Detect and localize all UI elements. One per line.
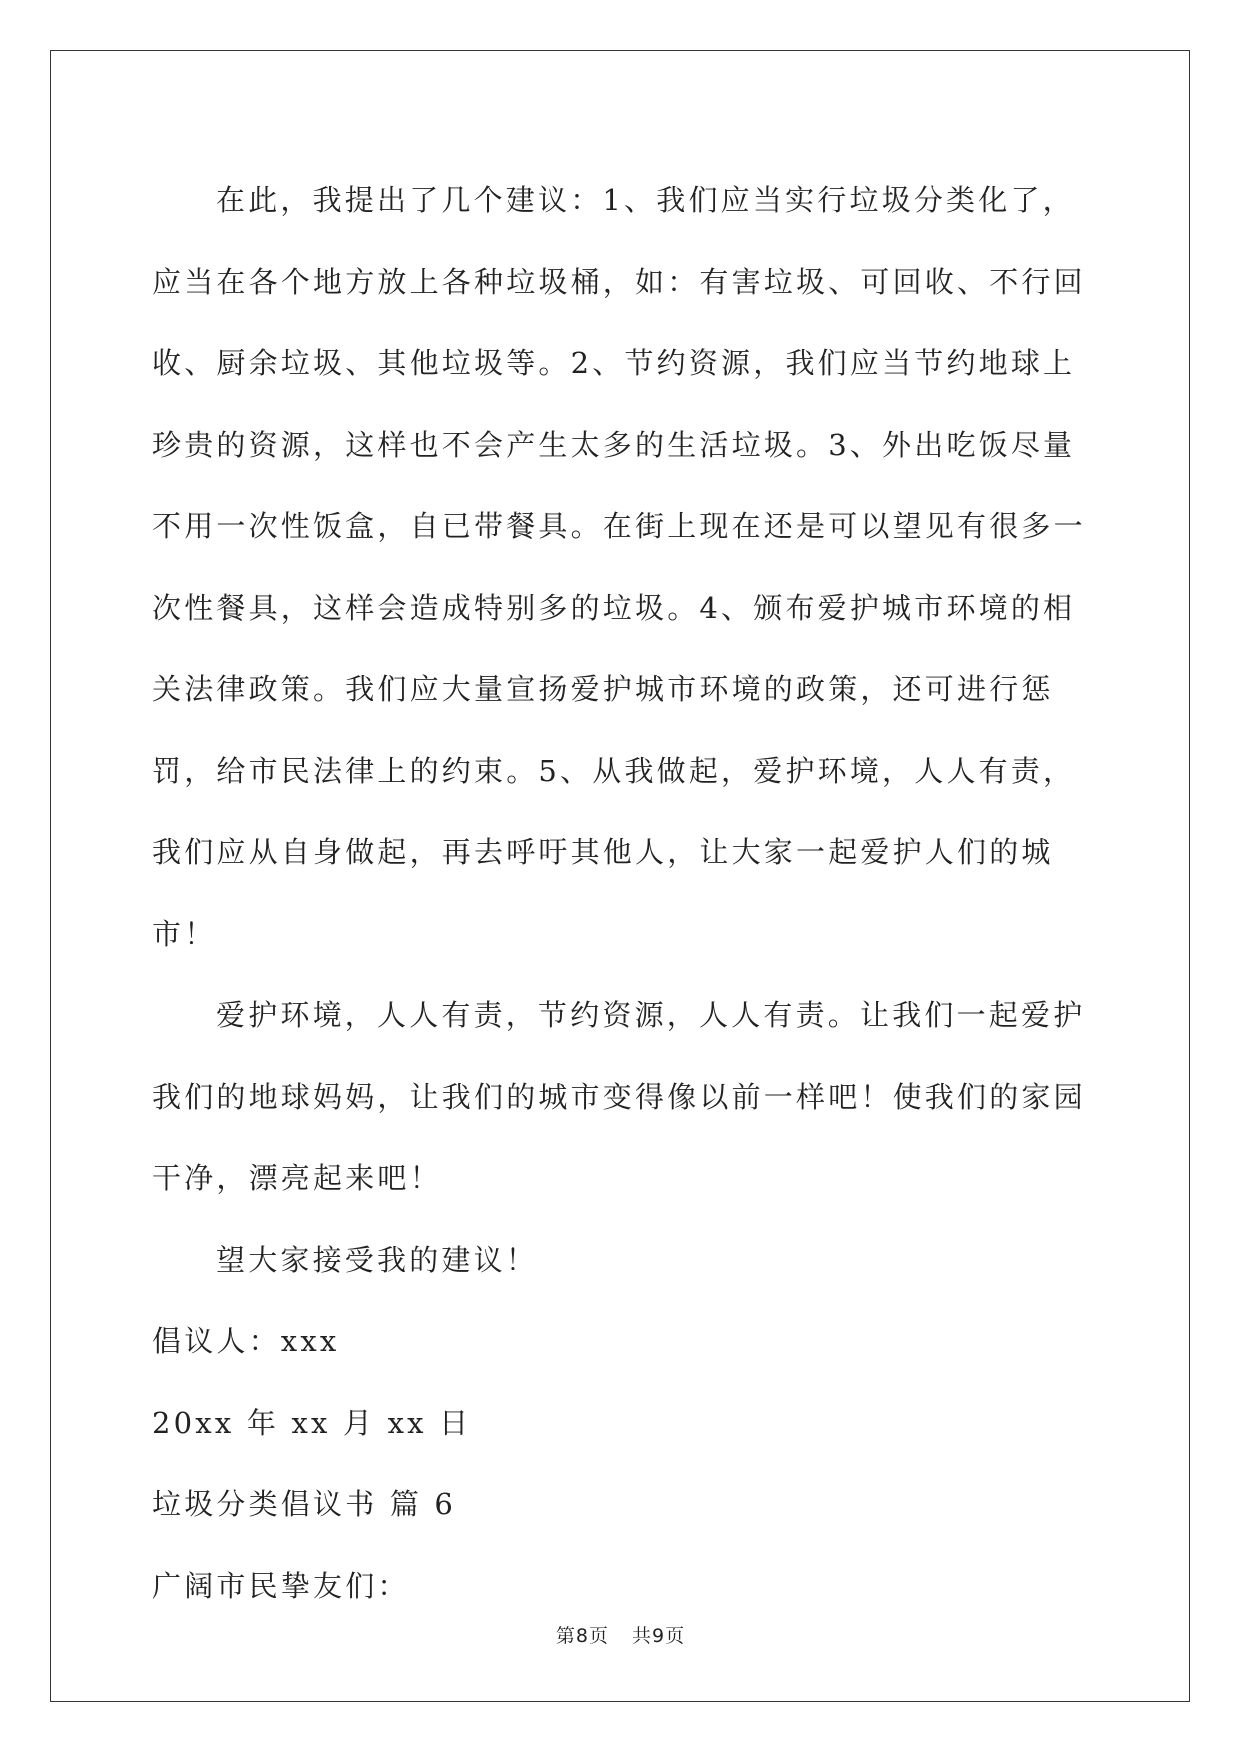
section-title: 垃圾分类倡议书 篇 6: [152, 1487, 457, 1521]
page-number-current: 第8页: [555, 1625, 609, 1647]
page-footer: [0, 1621, 1241, 1648]
proposer-line: 倡议人：xxx: [152, 1324, 340, 1358]
page-number-total: 共9页: [632, 1625, 686, 1647]
paragraph-call-to-action: 爱护环境，人人有责，节约资源，人人有责。让我们一起爱护我们的地球妈妈，让我们的城市变得像以前一样吧！使我们的家园干净，漂亮起来吧！: [152, 998, 1086, 1195]
paragraph-suggestions: 在此，我提出了几个建议：1、我们应当实行垃圾分类化了，应当在各个地方放上各种垃圾桶，如：有害垃圾、可回收、不行回收、厨余垃圾、其他垃圾等。2、节约资源，我们应当节约地球上珍贵的资源，这样也不会产生太多的生活垃圾。3、外出吃饭尽量不用一次性饭盒，自已带餐具。在街上现在还是可以望见有很多一次性餐具，这样会造成特别多的垃圾。4、颁布爱护城市环境的相关法律政策。我们应大量宣扬爱护城市环境的政策，还可进行惩罚，给市民法律上的约束。5、从我做起，爱护环境，人人有责，我们应从自身做起，再去呼吁其他人，让大家一起爱护人们的城市！: [152, 183, 1086, 951]
salutation: 广阔市民挚友们：: [152, 1568, 410, 1603]
paragraph-closing: 望大家接受我的建议！: [216, 1242, 539, 1277]
document-body: [152, 160, 1092, 1627]
date-line: 20xx 年 xx 月 xx 日: [152, 1405, 472, 1440]
